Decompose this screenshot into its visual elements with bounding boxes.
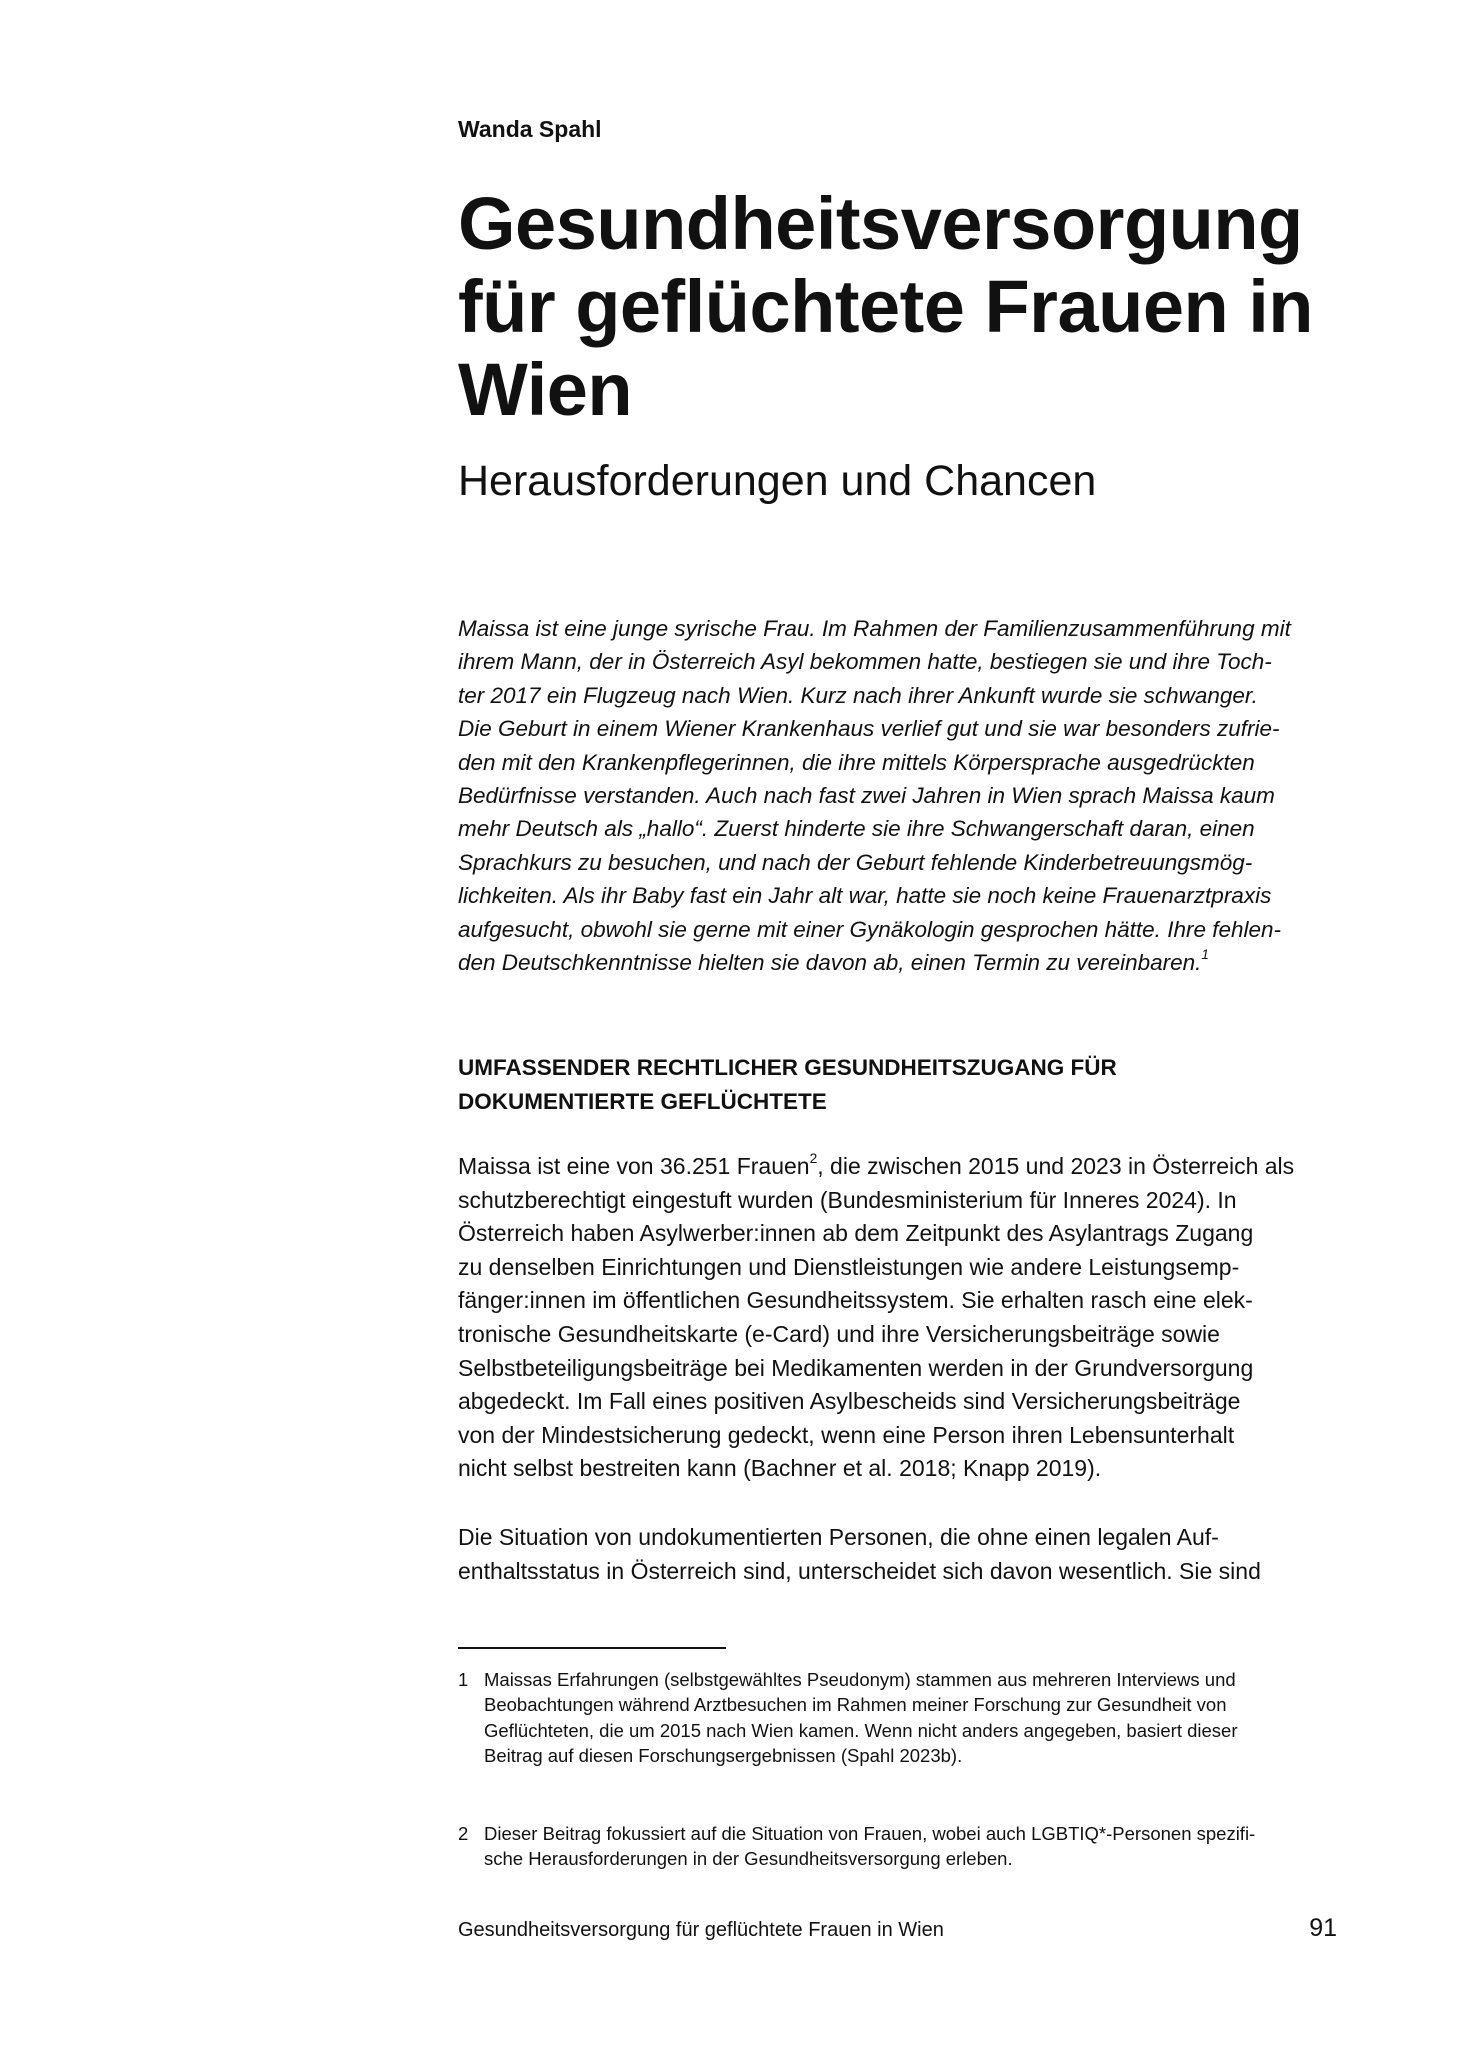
footnote <box>458 1667 1338 1769</box>
body-line <box>458 1150 1338 1184</box>
footnote <box>458 1821 1338 1872</box>
footnote-line: Beobachtungen während Arztbesuchen im Rahmen meiner Forschung zur Gesundheit von <box>484 1694 1227 1716</box>
footnote-ref[interactable]: 1 <box>1201 946 1209 962</box>
heading-line: UMFASSENDER RECHTLICHER GESUNDHEITSZUGANG FÜR <box>458 1055 1117 1080</box>
footnote-text <box>484 1667 1338 1769</box>
body-line: von der Mindestsicherung gedeckt, wenn eine Person ihren Lebensunterhalt <box>458 1421 1235 1448</box>
body-paragraph <box>458 1521 1338 1588</box>
page-number: 91 <box>1309 1914 1337 1942</box>
body-line: nicht selbst bestreiten kann (Bachner et al. 2018; Knapp 2019). <box>458 1455 1102 1482</box>
intro-line <box>458 946 1338 979</box>
footnote-divider <box>458 1647 726 1649</box>
body-line: Selbstbeteiligungsbeiträge bei Medikamenten werden in der Grundversorgung <box>458 1354 1254 1381</box>
intro-line: ihrem Mann, der in Österreich Asyl bekommen hatte, bestiegen sie und ihre Toch- <box>458 649 1272 675</box>
intro-line: aufgesucht, obwohl sie gerne mit einer Gynäkologin gesprochen hätte. Ihre fehlen- <box>458 916 1282 942</box>
intro-line: den mit den Krankenpflegerinnen, die ihre mittels Körpersprache ausgedrückten <box>458 749 1255 775</box>
title-line: Wien <box>458 348 633 431</box>
intro-line: ter 2017 ein Flugzeug nach Wien. Kurz nach ihrer Ankunft wurde sie schwanger. <box>458 682 1258 708</box>
intro-line: Bedürfnisse verstanden. Auch nach fast zwei Jahren in Wien sprach Maissa kaum <box>458 783 1275 809</box>
intro-line: Sprachkurs zu besuchen, und nach der Geburt fehlende Kinderbetreuungsmög- <box>458 849 1253 875</box>
article-subtitle: Herausforderungen und Chancen <box>458 457 1097 505</box>
body-line: Österreich haben Asylwerber:innen ab dem Zeitpunkt des Asylantrags Zugang <box>458 1220 1254 1247</box>
intro-line: lichkeiten. Als ihr Baby fast ein Jahr alt war, hatte sie noch keine Frauenarztpraxis <box>458 883 1272 909</box>
intro-line: Maissa ist eine junge syrische Frau. Im Rahmen der Familienzusammenführung mit <box>458 616 1291 641</box>
body-line: zu denselben Einrichtungen und Dienstleistungen wie andere Leistungsemp- <box>458 1253 1240 1280</box>
footnote-text <box>484 1821 1338 1872</box>
footnote-line: Dieser Beitrag fokussiert auf die Situation von Frauen, wobei auch LGBTIQ*-Personen spezifi- <box>484 1823 1256 1844</box>
footnote-number: 1 <box>458 1669 469 1690</box>
footnote-line: Beitrag auf diesen Forschungsergebnissen (Spahl 2023b). <box>484 1745 963 1767</box>
body-line: abgedeckt. Im Fall eines positiven Asylbescheids sind Versicherungsbeiträge <box>458 1388 1241 1415</box>
running-footer: Gesundheitsversorgung für geflüchtete Frauen in Wien <box>458 1919 944 1941</box>
footnote-number: 2 <box>458 1823 469 1844</box>
footnote-line: Geflüchteten, die um 2015 nach Wien kamen. Wenn nicht anders angegeben, basiert dieser <box>484 1719 1238 1741</box>
body-line: enthaltsstatus in Österreich sind, unterscheidet sich davon wesentlich. Sie sind <box>458 1557 1261 1584</box>
intro-paragraph <box>458 612 1338 979</box>
body-text: , die zwischen 2015 und 2023 in Österreich als <box>817 1153 1295 1179</box>
intro-line: Die Geburt in einem Wiener Krankenhaus verlief gut und sie war besonders zufrie- <box>458 716 1280 742</box>
title-line: für geflüchtete Frauen in <box>458 265 1314 348</box>
footnote-ref[interactable]: 2 <box>809 1150 818 1166</box>
author-name: Wanda Spahl <box>458 116 602 142</box>
footnote-line: Maissas Erfahrungen (selbstgewähltes Pseudonym) stammen aus mehreren Interviews und <box>484 1669 1236 1690</box>
body-line: schutzberechtigt eingestuft wurden (Bundesministerium für Inneres 2024). In <box>458 1186 1237 1213</box>
body-text: Maissa ist eine von 36.251 Frauen <box>458 1153 810 1179</box>
title-line: Gesundheitsversorgung <box>458 182 1303 265</box>
intro-line: mehr Deutsch als „hallo“. Zuerst hinderte sie ihre Schwangerschaft daran, einen <box>458 816 1255 842</box>
heading-line: DOKUMENTIERTE GEFLÜCHTETE <box>458 1088 827 1114</box>
body-paragraph <box>458 1150 1338 1486</box>
body-line: Die Situation von undokumentierten Personen, die ohne einen legalen Auf- <box>458 1524 1219 1550</box>
article-title <box>458 182 1358 431</box>
footnote-line: sche Herausforderungen in der Gesundheitsversorgung erleben. <box>484 1848 1013 1870</box>
body-line: tronische Gesundheitskarte (e-Card) und ihre Versicherungsbeiträge sowie <box>458 1320 1220 1347</box>
intro-line-text: den Deutschkenntnisse hielten sie davon ab, einen Termin zu vereinbaren. <box>458 950 1202 976</box>
body-line: fänger:innen im öffentlichen Gesundheitssystem. Sie erhalten rasch eine elek- <box>458 1287 1253 1314</box>
section-heading <box>458 1051 1338 1118</box>
